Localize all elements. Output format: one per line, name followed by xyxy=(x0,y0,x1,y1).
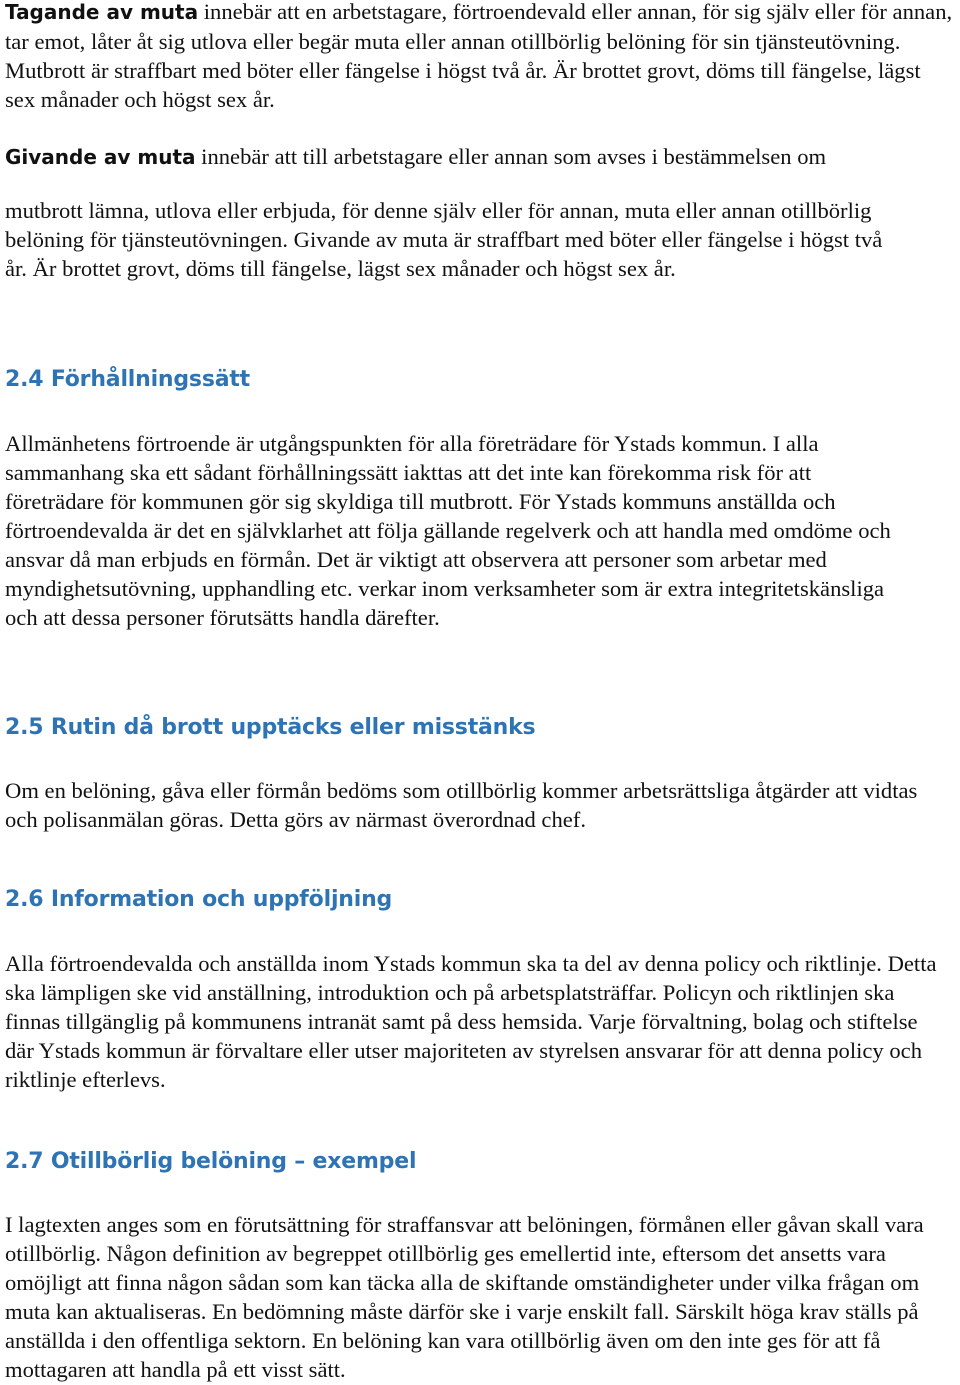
paragraph-givande-av-muta: mutbrott lämna, utlova eller erbjuda, för denne själv eller för annan, muta eller annan otillbörlig belöning för tjänsteutövningen. Givande av muta är straffbart med böter eller fängelse i högst två år. Är brottet grovt, döms till fängelse, lägst sex månader och högst sex år. xyxy=(5,198,883,281)
heading-2-4: 2.4 Förhållningssätt xyxy=(5,367,251,392)
term-givande-av-muta: Givande av muta xyxy=(5,145,196,169)
paragraph-givande-av-muta-first-line xyxy=(5,142,955,172)
paragraph-otillborlig-belonig: I lagtexten anges som en förutsättning för straffansvar att belöningen, förmånen eller gåvan skall vara otillbörlig. Någon definition av begreppet otillbörlig ges emellertid inte, eftersom det ansetts vara omöjligt att finna någon sådan som kan täcka alla de skiftande omständigheter under vilka frågan om muta kan aktualiseras. En bedömning måste därför ske i varje enskilt fall. Särskilt höga krav ställs på anställda i den offentliga sektorn. En belöning kan vara otillbörlig även om den inte ges för att få mottagaren att handla på ett visst sätt. xyxy=(5,1212,924,1382)
heading-2-5: 2.5 Rutin då brott upptäcks eller misstänks xyxy=(5,715,536,740)
paragraph-text: innebär att till arbetstagare eller annan som avses i bestämmelsen om xyxy=(195,144,827,169)
paragraph-forhallningssatt: Allmänhetens förtroende är utgångspunkten för alla företrädare för Ystads kommun. I alla sammanhang ska ett sådant förhållningssätt iakttas att det inte kan förekomma risk för att företrädare för kommunen gör sig skyldiga till mutbrott. För Ystads kommuns anställda och förtroendevalda är det en självklarhet att följa gällande regelverk och att handla med omdöme och ansvar då man erbjuds en förmån. Det är viktigt att observera att personer som arbetar med myndighetsutövning, upphandling etc. verkar inom verksamheter som är extra integritetskänsliga och att dessa personer förutsätts handla därefter. xyxy=(5,431,891,630)
heading-2-6: 2.6 Information och uppföljning xyxy=(5,887,393,912)
heading-2-7: 2.7 Otillbörlig belöning – exempel xyxy=(5,1149,417,1174)
paragraph-rutin: Om en belöning, gåva eller förmån bedöms som otillbörlig kommer arbetsrättsliga åtgärder att vidtas och polisanmälan göras. Detta görs av närmast överordnad chef. xyxy=(5,778,918,832)
paragraph-tagande-av-muta xyxy=(5,0,955,114)
term-tagande-av-muta: Tagande av muta xyxy=(5,0,199,24)
paragraph-text: innebär att en arbetstagare, förtroendevald eller annan, för sig själv eller för annan, tar emot, låter åt sig utlova eller begär muta eller annan otillbörlig belöning för sin tjänsteutövning. Mutbrott är straffbart med böter eller fängelse i högst två år. Är brottet grovt, döms till fängelse, lägst sex månader och högst sex år. xyxy=(5,0,953,112)
paragraph-information: Alla förtroendevalda och anställda inom Ystads kommun ska ta del av denna policy och riktlinje. Detta ska lämpligen ske vid anställning, introduktion och på arbetsplatsträffar. Policyn och riktlinjen ska finnas tillgänglig på kommunens intranät samt på dess hemsida. Varje förvaltning, bolag och stiftelse där Ystads kommun är förvaltare eller utser majoriteten av styrelsen ansvarar för att denna policy och riktlinje efterlevs. xyxy=(5,951,937,1092)
